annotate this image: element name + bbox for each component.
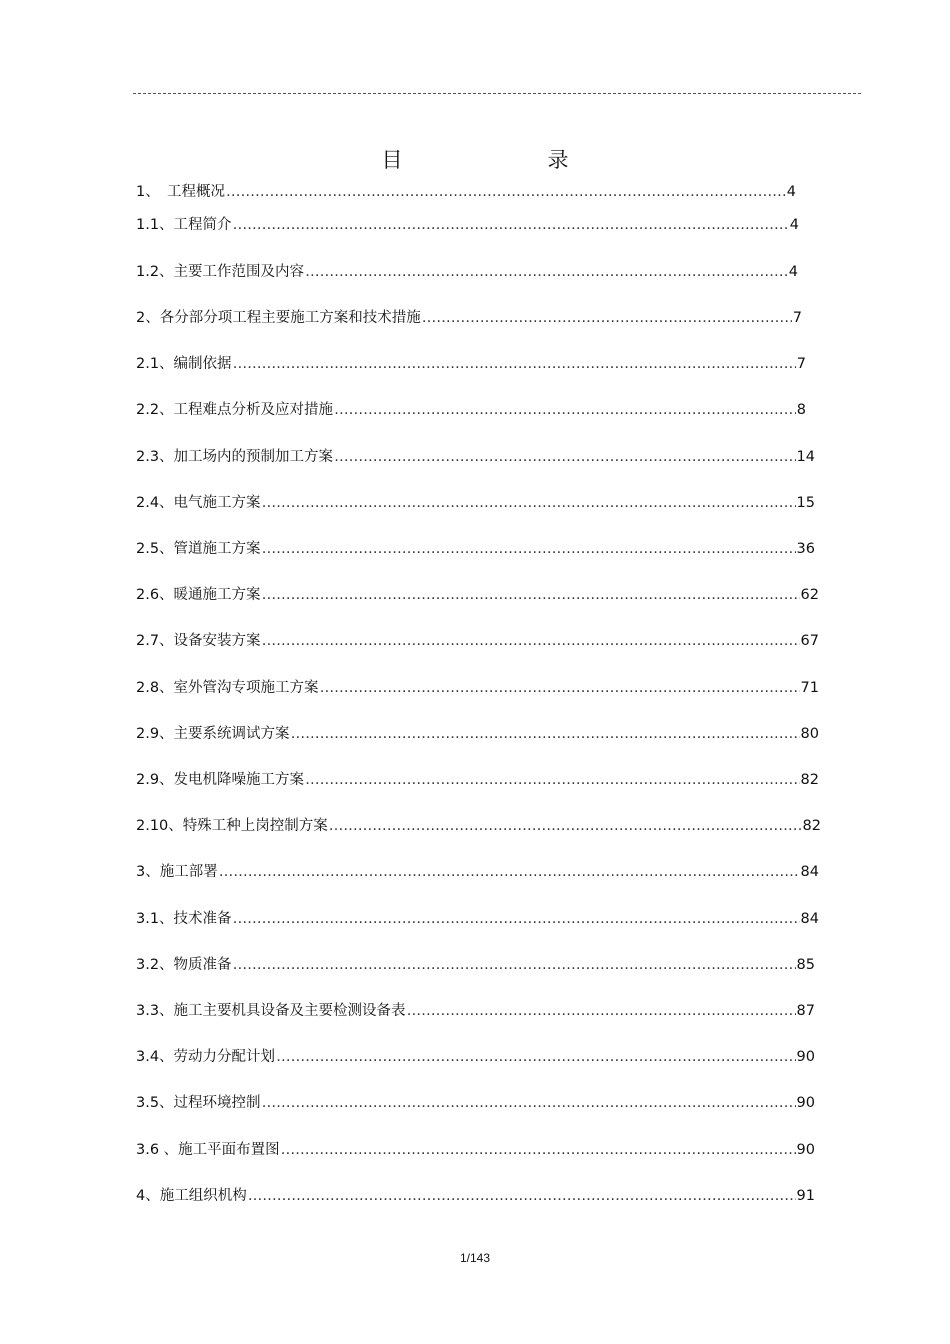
toc-entry[interactable] — [136, 816, 821, 836]
toc-entry[interactable] — [136, 1001, 815, 1021]
toc-entry-label: 2.5、管道施工方案 — [136, 541, 261, 557]
toc-entry[interactable] — [136, 182, 796, 202]
toc-entry-label: 2.9、发电机降噪施工方案 — [136, 772, 305, 788]
toc-entry-page: 80 — [800, 726, 819, 742]
toc-entry-page: 91 — [796, 1188, 815, 1204]
toc-dot-leader — [262, 539, 796, 559]
toc-entry-label: 3.2、物质准备 — [136, 957, 232, 973]
toc-entry[interactable] — [136, 955, 815, 975]
toc-entry-page: 90 — [796, 1049, 815, 1065]
toc-dot-leader — [305, 262, 788, 282]
toc-entry[interactable] — [136, 539, 815, 559]
toc-dot-leader — [233, 215, 789, 235]
toc-entry-page: 7 — [792, 310, 802, 326]
toc-entry-page: 36 — [796, 541, 815, 557]
toc-entry-page: 8 — [796, 402, 806, 418]
toc-entry-label: 2.7、设备安装方案 — [136, 633, 261, 649]
toc-dot-leader — [226, 182, 786, 202]
toc-entry-label: 1、 工程概况 — [136, 184, 225, 200]
toc-entry[interactable] — [136, 262, 798, 282]
toc-dot-leader — [281, 1140, 796, 1160]
toc-entry[interactable] — [136, 909, 819, 929]
toc-dot-leader — [248, 1186, 796, 1206]
toc-entry[interactable] — [136, 215, 799, 235]
toc-entry-label: 3.6 、施工平面布置图 — [136, 1142, 280, 1158]
toc-entry-label: 3、施工部署 — [136, 864, 218, 880]
toc-entry[interactable] — [136, 1093, 815, 1113]
toc-entry[interactable] — [136, 1186, 815, 1206]
toc-dot-leader — [262, 585, 800, 605]
toc-entry-page: 84 — [800, 864, 819, 880]
toc-dot-leader — [219, 862, 800, 882]
toc-entry-label: 2.2、工程难点分析及应对措施 — [136, 402, 334, 418]
toc-dot-leader — [233, 955, 796, 975]
toc-entry-label: 2.3、加工场内的预制加工方案 — [136, 449, 334, 465]
toc-dot-leader — [320, 678, 800, 698]
toc-entry[interactable] — [136, 1047, 815, 1067]
toc-title: 目 录 — [381, 148, 631, 173]
toc-entry[interactable] — [136, 400, 806, 420]
toc-entry-label: 2.6、暖通施工方案 — [136, 587, 261, 603]
toc-dot-leader — [305, 770, 799, 790]
toc-entry-page: 62 — [800, 587, 819, 603]
toc-dot-leader — [334, 447, 795, 467]
toc-dot-leader — [233, 354, 796, 374]
toc-dot-leader — [233, 909, 800, 929]
toc-entry-page: 71 — [800, 680, 819, 696]
toc-entry-page: 14 — [796, 449, 815, 465]
toc-dot-leader — [276, 1047, 795, 1067]
toc-entry-label: 3.1、技术准备 — [136, 911, 232, 927]
toc-dot-leader — [329, 816, 802, 836]
toc-entry-label: 2.10、特殊工种上岗控制方案 — [136, 818, 328, 834]
toc-entry[interactable] — [136, 1140, 815, 1160]
toc-entry[interactable] — [136, 770, 819, 790]
toc-dot-leader — [422, 308, 792, 328]
toc-entry-page: 87 — [796, 1003, 815, 1019]
toc-entry-page: 82 — [802, 818, 821, 834]
toc-entry[interactable] — [136, 678, 819, 698]
toc-entry-page: 85 — [796, 957, 815, 973]
toc-dot-leader — [262, 493, 796, 513]
toc-entry-page: 84 — [800, 911, 819, 927]
toc-entry[interactable] — [136, 631, 819, 651]
toc-dot-leader — [334, 400, 796, 420]
toc-entry-page: 4 — [786, 184, 796, 200]
toc-entry-page: 4 — [788, 264, 798, 280]
toc-entry-page: 90 — [796, 1095, 815, 1111]
toc-dot-leader — [291, 724, 800, 744]
toc-dot-leader — [262, 631, 800, 651]
toc-entry-page: 90 — [796, 1142, 815, 1158]
toc-dot-leader — [262, 1093, 796, 1113]
toc-entry-label: 2.8、室外管沟专项施工方案 — [136, 680, 319, 696]
header-rule — [133, 93, 861, 94]
toc-entry-label: 3.5、过程环境控制 — [136, 1095, 261, 1111]
toc-entry-label: 3.4、劳动力分配计划 — [136, 1049, 276, 1065]
toc-entry[interactable] — [136, 724, 819, 744]
toc-dot-leader — [407, 1001, 796, 1021]
toc-entry-label: 1.1、工程简介 — [136, 217, 232, 233]
toc-entry[interactable] — [136, 862, 819, 882]
toc-entry[interactable] — [136, 447, 815, 467]
toc-entry-label: 2、各分部分项工程主要施工方案和技术措施 — [136, 310, 421, 326]
toc-entry-page: 7 — [796, 356, 806, 372]
toc-entry[interactable] — [136, 585, 819, 605]
toc-entry-label: 4、施工组织机构 — [136, 1188, 247, 1204]
toc-entry-label: 3.3、施工主要机具设备及主要检测设备表 — [136, 1003, 406, 1019]
toc-entry-label: 2.1、编制依据 — [136, 356, 232, 372]
toc-entry-page: 4 — [789, 217, 799, 233]
page-number: 1/143 — [459, 1251, 491, 1265]
toc-entry-page: 15 — [796, 495, 815, 511]
toc-entry-label: 2.9、主要系统调试方案 — [136, 726, 290, 742]
toc-entry-label: 1.2、主要工作范围及内容 — [136, 264, 305, 280]
toc-entry[interactable] — [136, 493, 815, 513]
toc-entry-page: 67 — [800, 633, 819, 649]
toc-entry[interactable] — [136, 354, 806, 374]
toc-entry-page: 82 — [800, 772, 819, 788]
toc-entry-label: 2.4、电气施工方案 — [136, 495, 261, 511]
toc-entry[interactable] — [136, 308, 802, 328]
